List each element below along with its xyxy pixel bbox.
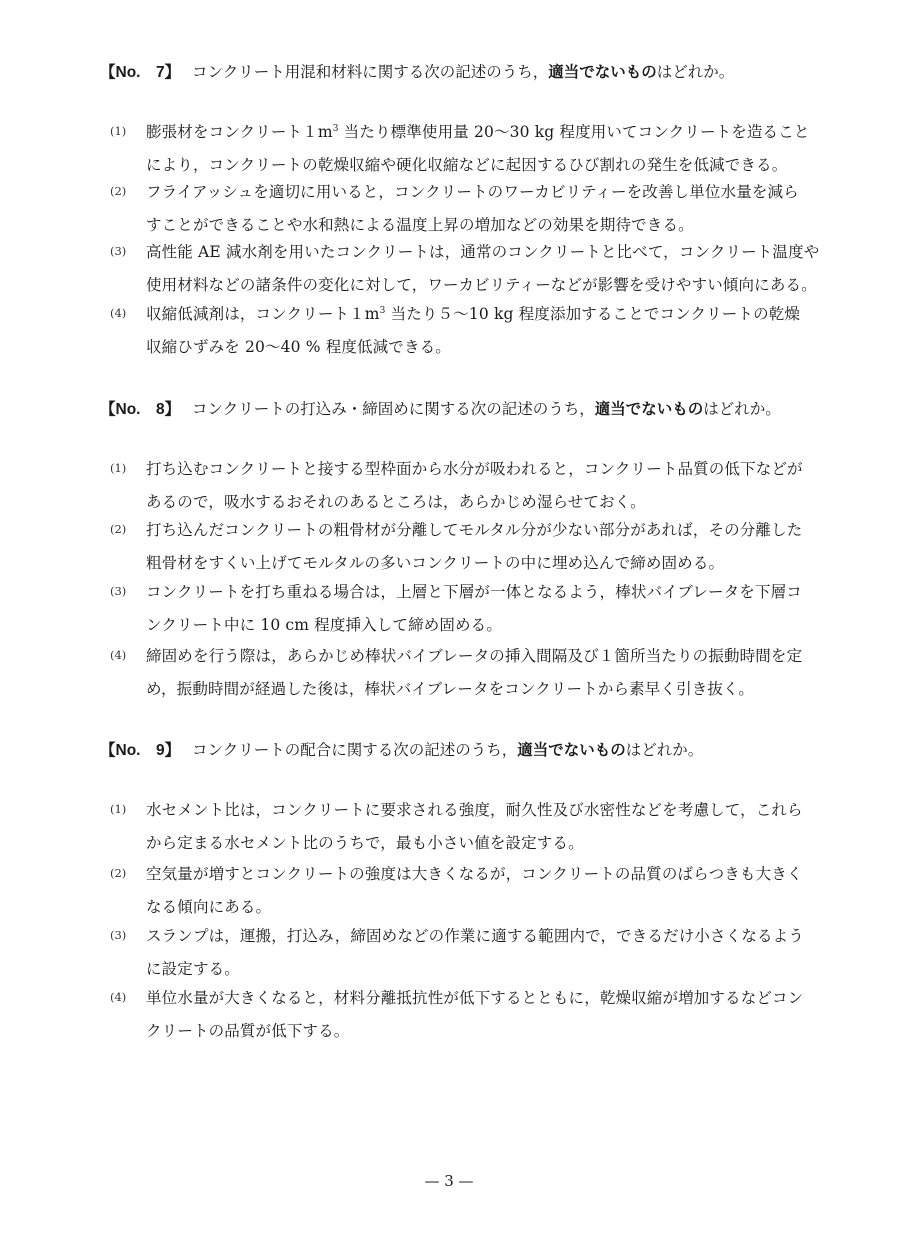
- choice-number: (2): [110, 866, 127, 880]
- choice-line: に設定する。: [146, 960, 240, 978]
- question-text-end: はどれか。: [625, 741, 704, 759]
- choice-line: から定まる水セメント比のうちで，最も小さい値を設定する。: [146, 834, 584, 852]
- choice-number: (2): [110, 522, 127, 536]
- question-emphasis: 適当でないもの: [548, 63, 657, 81]
- choice-line: 締固めを行う際は，あらかじめ棒状バイブレータの挿入間隔及び１箇所当たりの振動時間を定: [146, 647, 803, 665]
- question-number: 【No. 9】: [100, 742, 181, 759]
- choice-line: により，コンクリートの乾燥収縮や硬化収縮などに起因するひび割れの発生を低減できる。: [146, 156, 788, 174]
- question-emphasis: 適当でないもの: [517, 741, 626, 759]
- choice-line: 空気量が増すとコンクリートの強度は大きくなるが，コンクリートの品質のばらつきも大きく: [146, 865, 803, 883]
- superscript: 3: [332, 124, 339, 134]
- choice-line: 膨張材をコンクリート$1m^3$ 当たり標準使用量 20～30 kg 程度用いてコンクリートを造ること: [146, 123, 810, 141]
- question-emphasis: 適当でないもの: [594, 400, 704, 418]
- choice-number: (4): [110, 648, 127, 662]
- choice-line: 打ち込んだコンクリートの粗骨材が分離してモルタル分が少ない部分があれば，その分離した: [146, 521, 803, 539]
- question-heading: [100, 62, 734, 83]
- question-heading: [100, 740, 703, 761]
- choice-line: 使用材料などの諸条件の変化に対して，ワーカビリティーなどが影響を受けやすい傾向にある。: [146, 276, 817, 294]
- superscript: 3: [379, 306, 386, 316]
- choice-number: (1): [110, 461, 127, 475]
- page-number: — 3 —: [424, 1172, 474, 1190]
- question-text-end: はどれか。: [703, 400, 781, 418]
- question-heading: [100, 399, 781, 420]
- choice-line: クリートの品質が低下する。: [146, 1022, 350, 1040]
- choice-line: あるので，吸水するおそれのあるところは，あらかじめ湿らせておく。: [146, 493, 646, 511]
- choice-line: ンクリート中に 10 cm 程度挿入して締め固める。: [146, 616, 502, 634]
- choice-line: フライアッシュを適切に用いると，コンクリートのワーカビリティーを改善し単位水量を減ら: [146, 183, 799, 201]
- choice-number: (4): [110, 990, 127, 1004]
- choice-line: コンクリートを打ち重ねる場合は，上層と下層が一体となるよう，棒状バイブレータを下層コ: [146, 583, 802, 601]
- choice-line: 水セメント比は，コンクリートに要求される強度，耐久性及び水密性などを考慮して，これら: [146, 801, 803, 819]
- choice-line: すことができることや水和熱による温度上昇の増加などの効果を期待できる。: [146, 216, 694, 234]
- choice-line: 収縮ひずみを 20～40 % 程度低減できる。: [146, 338, 451, 356]
- choice-number: (3): [110, 244, 127, 258]
- choice-number: (3): [110, 928, 127, 942]
- choice-number: (2): [110, 184, 127, 198]
- choice-line: 収縮低減剤は，コンクリート$1m^3$ 当たり５～10 kg 程度添加することでコンクリートの乾燥: [146, 305, 801, 323]
- choice-line: なる傾向にある。: [146, 898, 272, 916]
- choice-line: め，振動時間が経過した後は，棒状バイブレータをコンクリートから素早く引き抜く。: [146, 680, 755, 698]
- question-text-end: はどれか。: [656, 63, 735, 81]
- choice-line: 高性能 AE 減水剤を用いたコンクリートは，通常のコンクリートと比べて，コンクリート温度や: [146, 243, 820, 261]
- question-number: 【No. 8】: [100, 401, 181, 418]
- choice-line: 単位水量が大きくなると，材料分離抵抗性が低下するとともに，乾燥収縮が増加するなどコン: [146, 989, 804, 1007]
- question-text: コンクリート用混和材料に関する次の記述のうち，: [192, 63, 549, 81]
- choice-line: スランプは，運搬，打込み，締固めなどの作業に適する範囲内で，できるだけ小さくなるよう: [146, 927, 804, 945]
- question-text: コンクリートの配合に関する次の記述のうち，: [192, 741, 518, 759]
- choice-line: 打ち込むコンクリートと接する型枠面から水分が吸われると，コンクリート品質の低下などが: [146, 460, 803, 478]
- choice-number: (1): [110, 802, 127, 816]
- choice-line: 粗骨材をすくい上げてモルタルの多いコンクリートの中に埋め込んで締め固める。: [146, 554, 725, 572]
- choice-number: (3): [110, 584, 127, 598]
- choice-number: (1): [110, 124, 127, 138]
- question-text: コンクリートの打込み・締固めに関する次の記述のうち，: [192, 400, 595, 418]
- choice-number: (4): [110, 306, 127, 320]
- question-number: 【No. 7】: [100, 64, 181, 81]
